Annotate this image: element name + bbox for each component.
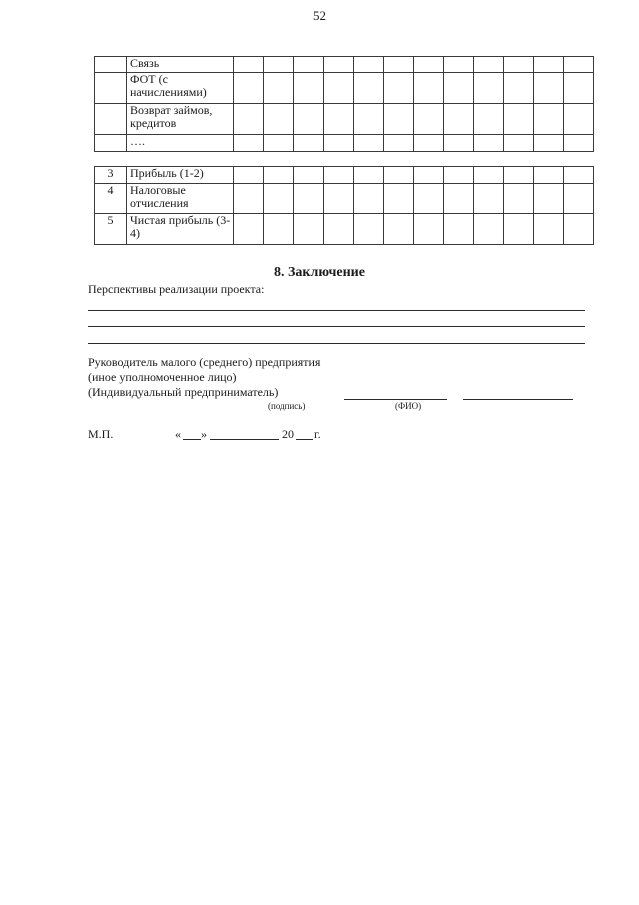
answer-line[interactable] — [88, 343, 585, 344]
table-row — [95, 73, 594, 104]
row-label: Связь — [127, 57, 234, 73]
year-suffix: г. — [314, 427, 321, 441]
row-number: 4 — [95, 184, 127, 214]
answer-line[interactable] — [88, 326, 585, 327]
row-number: 3 — [95, 167, 127, 184]
row-number — [95, 73, 127, 104]
table-row — [95, 184, 594, 214]
row-label: Налоговые отчисления — [127, 184, 234, 214]
year-prefix: 20 — [282, 427, 294, 441]
expenses-table — [94, 56, 594, 152]
row-number: 5 — [95, 214, 127, 245]
full-name-caption: (ФИО) — [395, 401, 422, 411]
row-label: …. — [127, 135, 234, 152]
year-blank[interactable] — [296, 439, 313, 440]
page-number: 52 — [313, 8, 326, 23]
row-label: ФОТ (с начислениями) — [127, 73, 234, 104]
table-row — [95, 214, 594, 245]
day-blank[interactable] — [183, 439, 201, 440]
section-title: 8. Заключение — [274, 265, 365, 280]
answer-line[interactable] — [88, 310, 585, 311]
signature-caption: (подпись) — [268, 401, 306, 411]
prospects-label: Перспективы реализации проекта: — [88, 282, 265, 296]
row-label: Прибыль (1-2) — [127, 167, 234, 184]
row-number — [95, 135, 127, 152]
quote-close: » — [201, 427, 207, 441]
stamp-label: М.П. — [88, 427, 114, 441]
table-row — [95, 57, 594, 73]
authorized-person-note: (иное уполномоченное лицо) — [88, 370, 237, 384]
manager-title: Руководитель малого (среднего) предприятия — [88, 355, 321, 369]
signature-line[interactable] — [344, 399, 447, 400]
row-number — [95, 57, 127, 73]
table-row — [95, 135, 594, 152]
row-label: Чистая прибыль (3-4) — [127, 214, 234, 245]
table-row — [95, 167, 594, 184]
full-name-line[interactable] — [463, 399, 573, 400]
row-label: Возврат займов, кредитов — [127, 104, 234, 135]
month-blank[interactable] — [210, 439, 279, 440]
row-number — [95, 104, 127, 135]
profit-table — [94, 166, 594, 245]
entrepreneur-note: (Индивидуальный предприниматель) — [88, 385, 279, 399]
quote-open: « — [175, 427, 181, 441]
table-row — [95, 104, 594, 135]
